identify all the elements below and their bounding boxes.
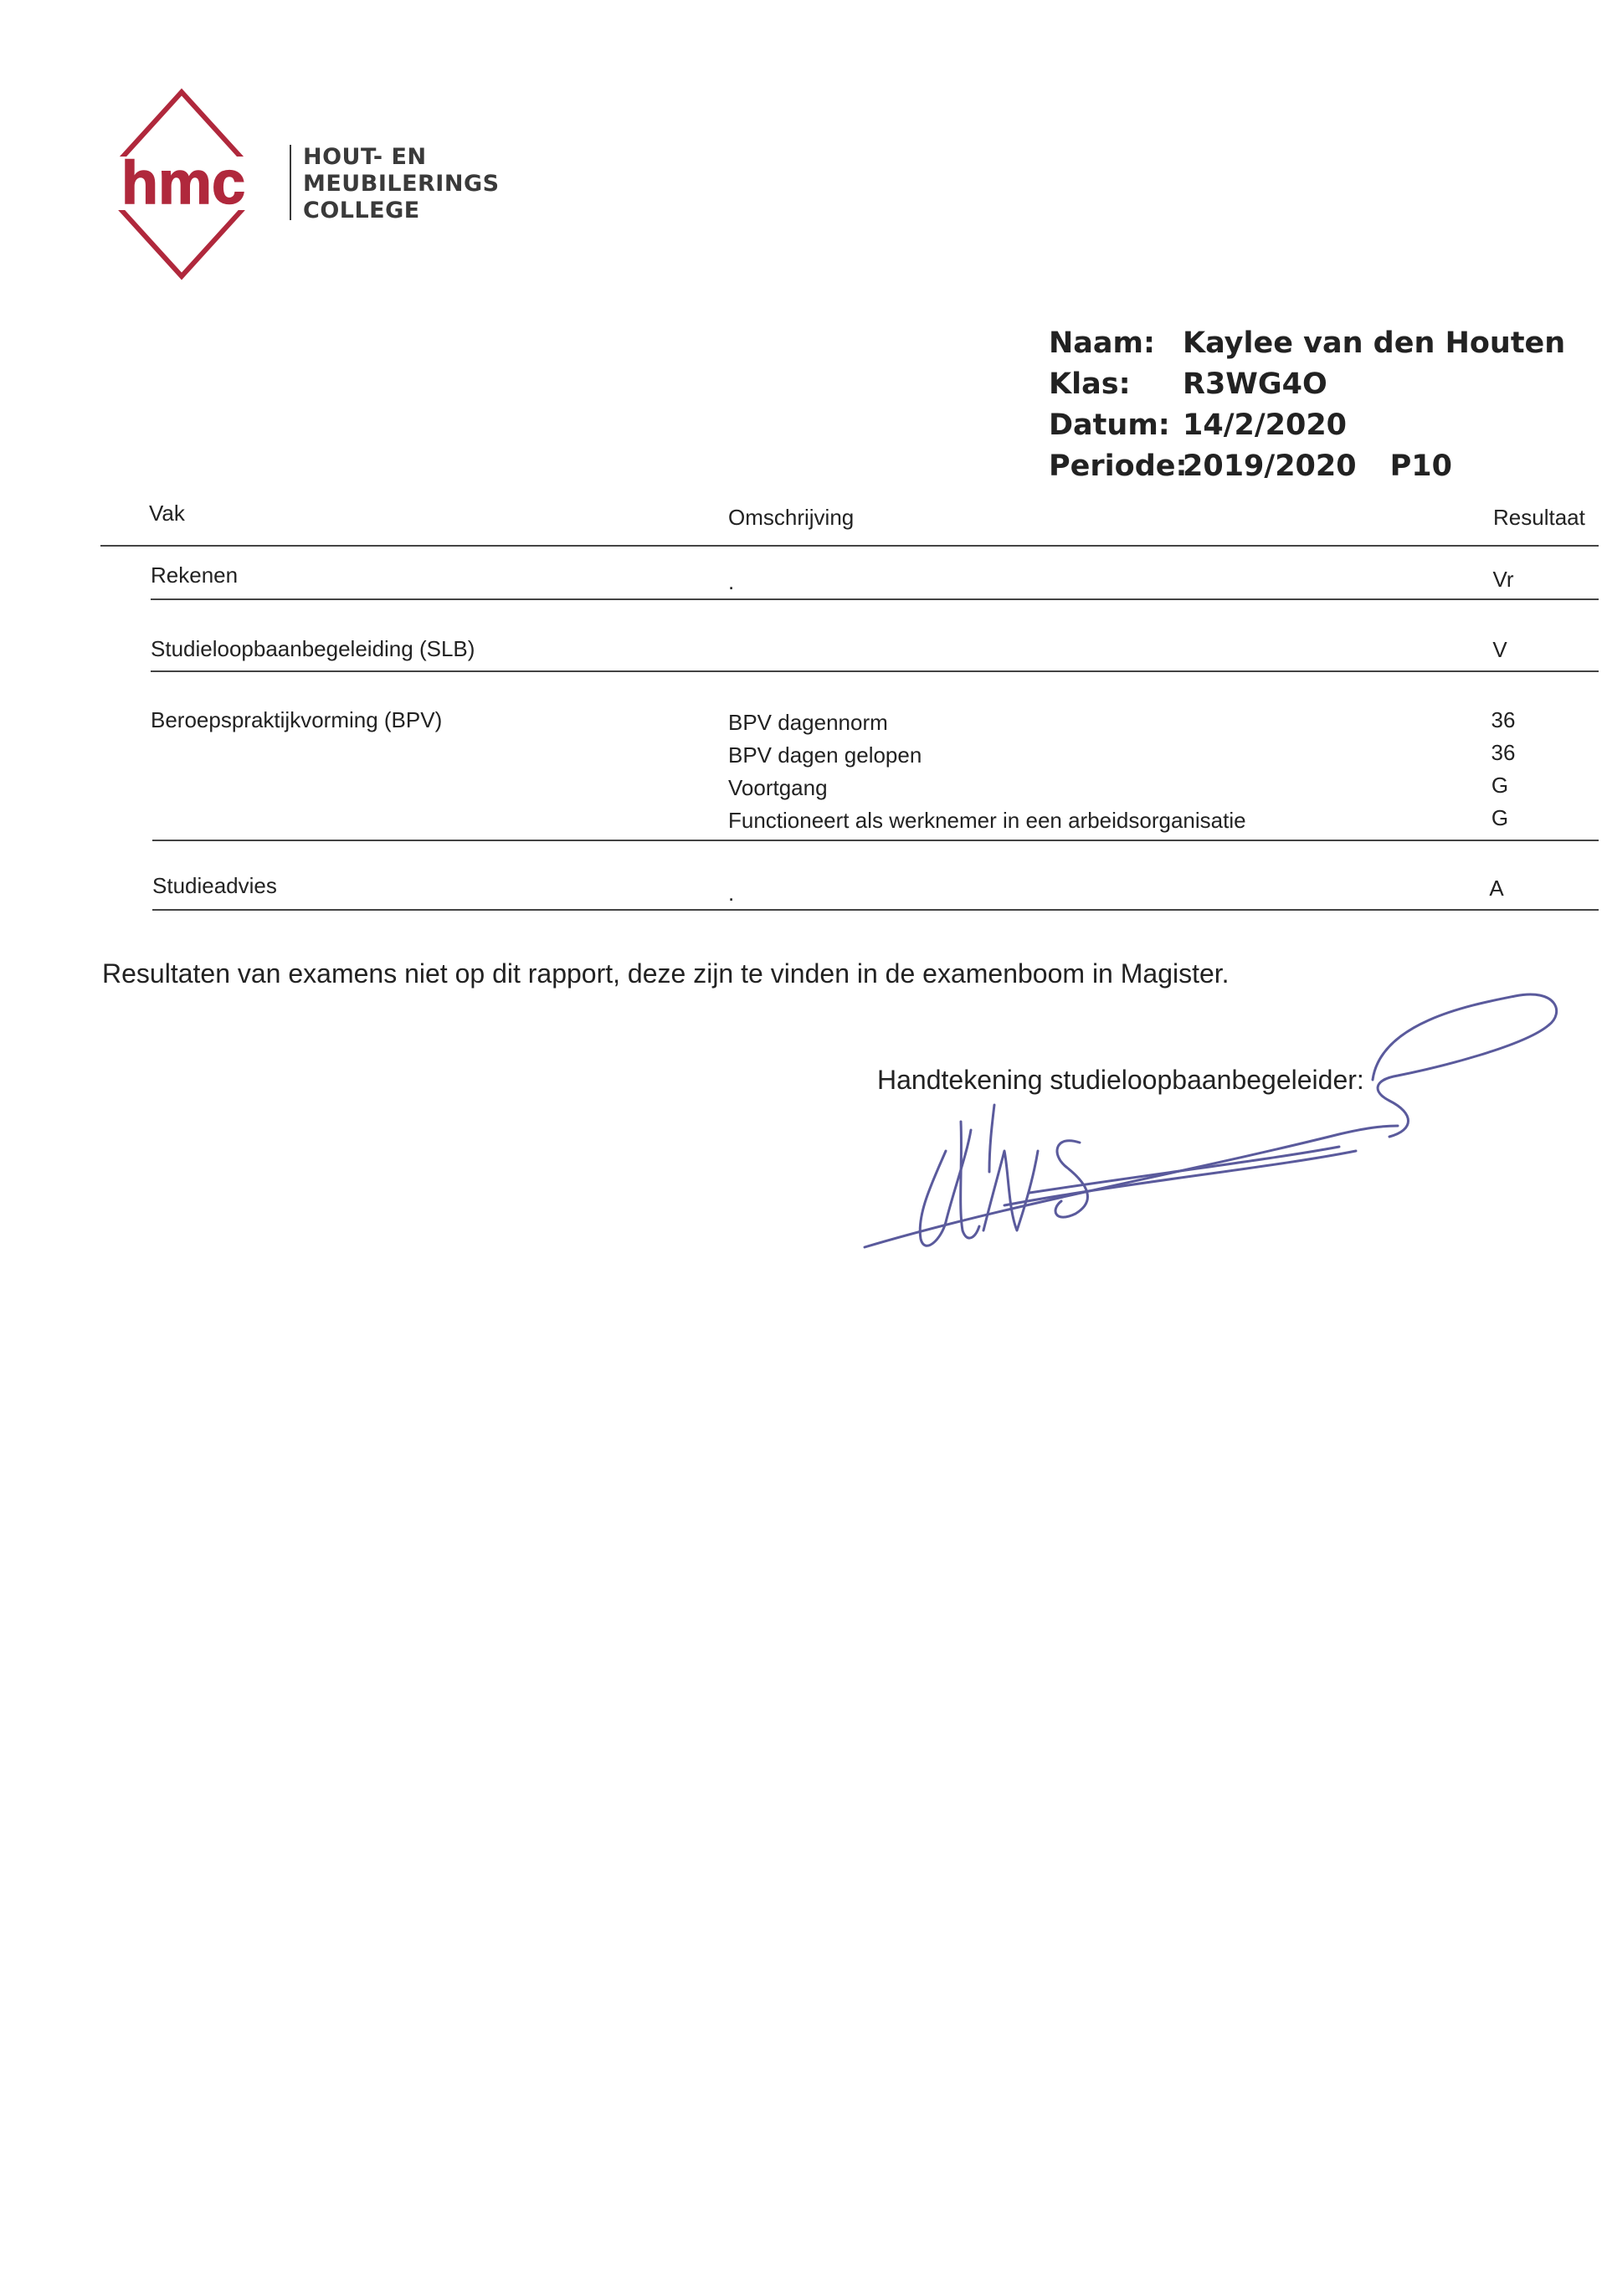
logo-line-3: COLLEGE — [303, 198, 420, 223]
header-description: Omschrijving — [728, 505, 855, 530]
header-rule — [100, 545, 1599, 547]
logo-abbr: hmc — [121, 150, 246, 217]
row-rule-4 — [152, 909, 1599, 911]
row-subject-studieadvies: Studieadvies — [152, 873, 277, 898]
bpv-item-description: BPV dagennorm — [728, 710, 888, 735]
report-date: 14/2/2020 — [1183, 408, 1348, 442]
bpv-item-result: 36 — [1491, 740, 1516, 765]
header-subject: Vak — [149, 501, 185, 526]
student-name: Kaylee van den Houten — [1183, 326, 1566, 360]
row-rule-2 — [151, 670, 1599, 672]
date-label: Datum: — [1049, 408, 1170, 442]
student-class: R3WG4O — [1183, 367, 1327, 401]
period-row — [1049, 445, 1565, 486]
row-description-rekenen: . — [728, 569, 735, 594]
bpv-item-result: G — [1491, 805, 1509, 830]
logo-line-1: HOUT- EN — [303, 144, 427, 170]
class-row — [1049, 363, 1565, 404]
row-result-studieadvies: A — [1489, 876, 1504, 901]
period-label: Periode: — [1049, 449, 1188, 483]
bpv-item-description: BPV dagen gelopen — [728, 742, 922, 768]
row-description-studieadvies: . — [728, 881, 735, 906]
name-row — [1049, 322, 1565, 363]
bpv-item-result: 36 — [1491, 707, 1516, 732]
logo-name — [303, 144, 500, 224]
handwritten-signature — [837, 988, 1574, 1264]
class-label: Klas: — [1049, 367, 1131, 401]
row-subject-slb: Studieloopbaanbegeleiding (SLB) — [151, 636, 475, 661]
logo-line-2: MEUBILERINGS — [303, 171, 500, 197]
header-result: Resultaat — [1493, 505, 1585, 530]
bpv-item-description: Voortgang — [728, 775, 828, 800]
name-label: Naam: — [1049, 326, 1155, 360]
bpv-item-result: G — [1491, 773, 1509, 798]
signature-label: Handtekening studieloopbaanbegeleider: — [877, 1065, 1364, 1095]
row-rule-3 — [152, 840, 1599, 841]
period-code: P10 — [1389, 449, 1452, 483]
bpv-item-description: Functioneert als werknemer in een arbeidsorganisatie — [728, 808, 1246, 833]
date-row — [1049, 404, 1565, 445]
row-result-rekenen: Vr — [1492, 567, 1514, 592]
row-subject-bpv: Beroepspraktijkvorming (BPV) — [151, 707, 443, 732]
report-period: 2019/2020 — [1183, 449, 1357, 483]
student-info — [1049, 322, 1565, 486]
row-result-slb: V — [1492, 637, 1507, 662]
row-subject-rekenen: Rekenen — [151, 562, 239, 588]
row-rule-1 — [151, 598, 1599, 600]
exam-results-note: Resultaten van examens niet op dit rapport, deze zijn te vinden in de examenboom in Magister. — [102, 958, 1230, 989]
